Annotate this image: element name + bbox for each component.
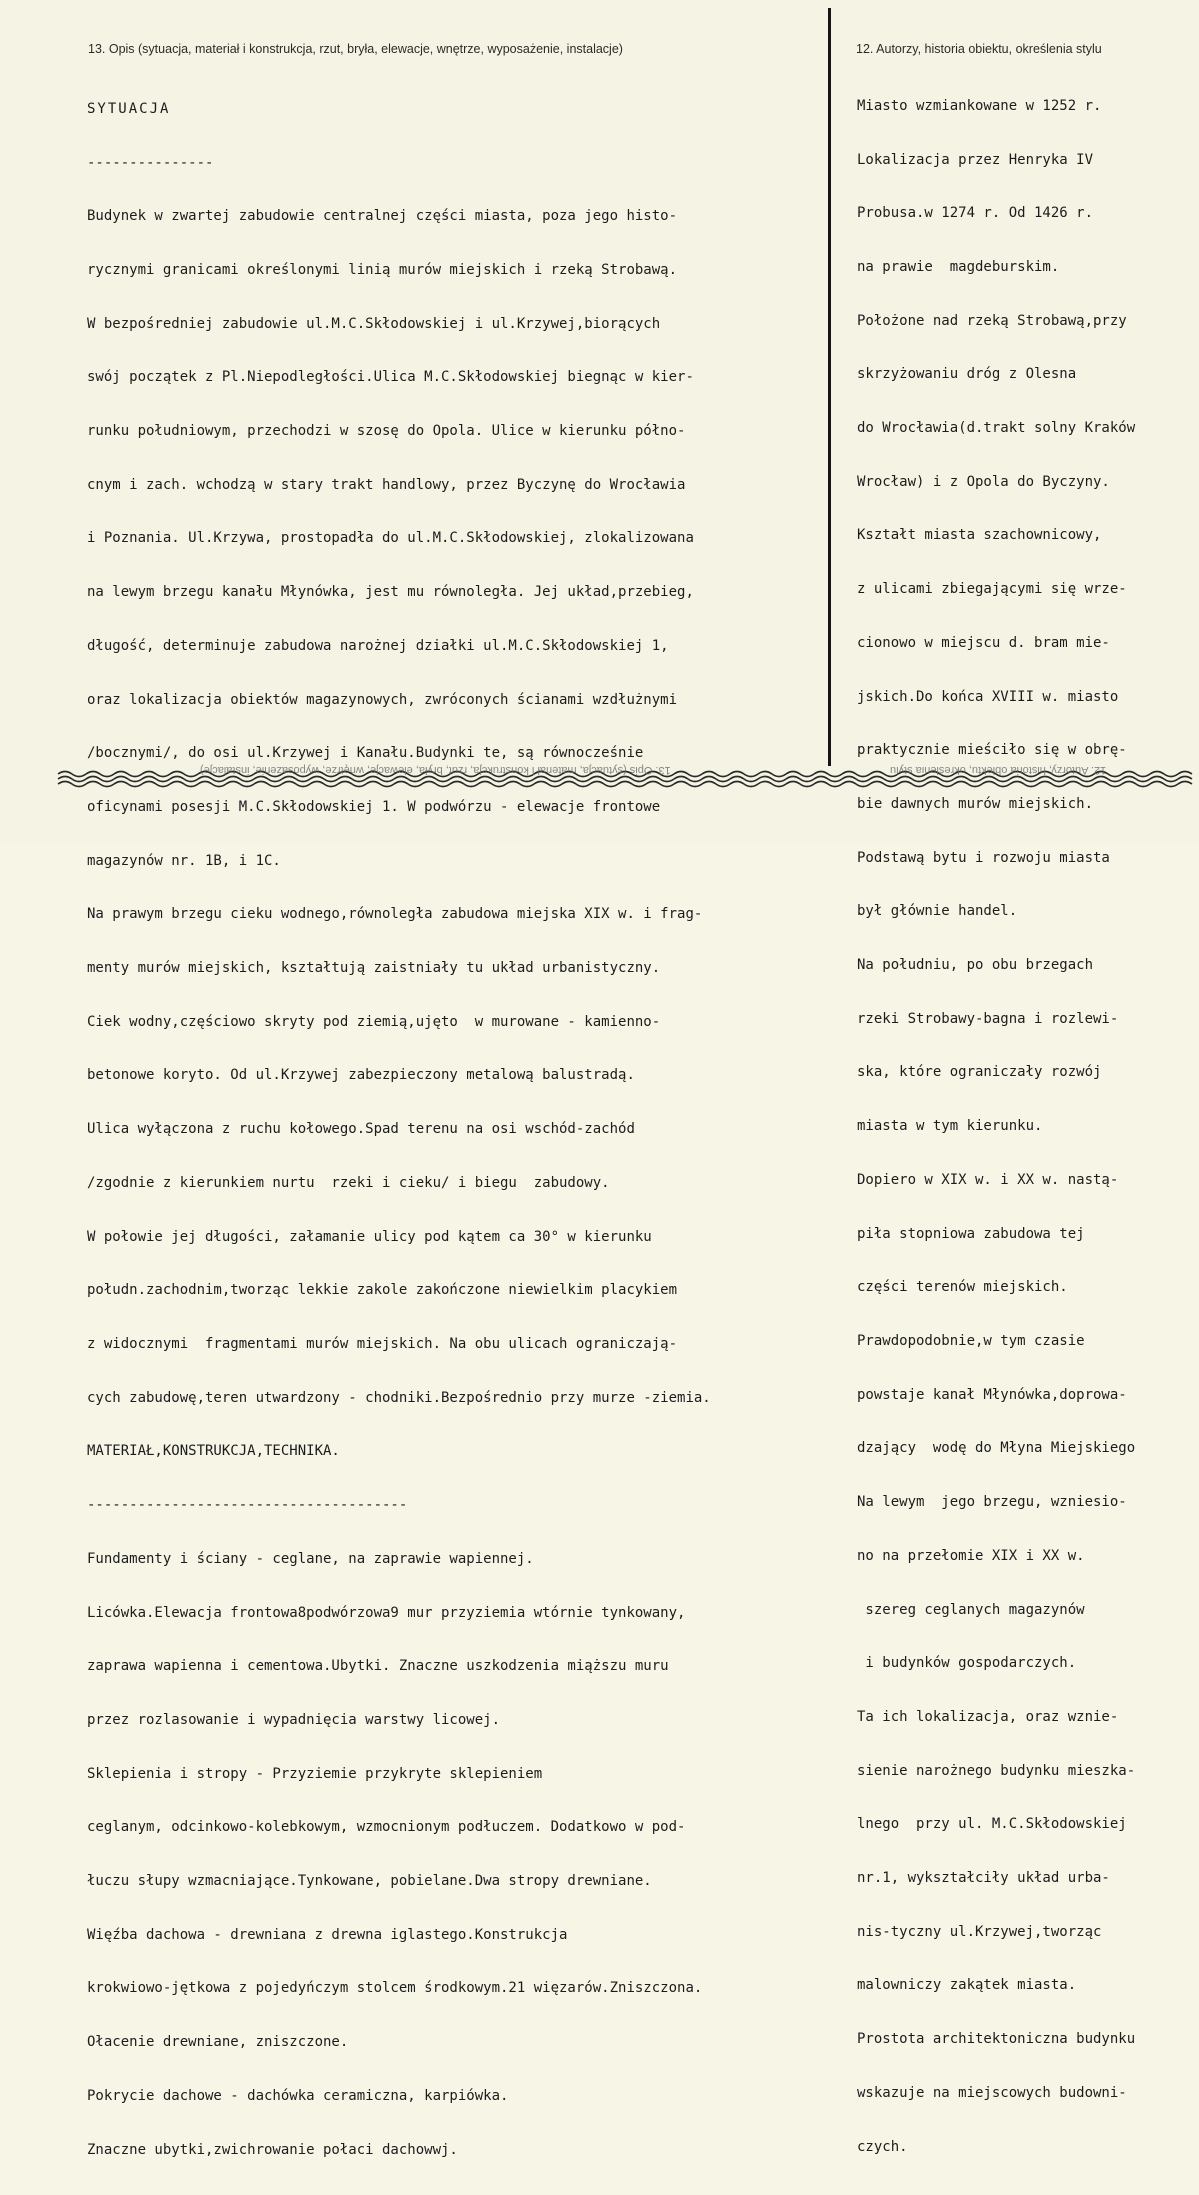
text-line: łuczu słupy wzmacniające.Tynkowane, pobielane.Dwa stropy drewniane. xyxy=(87,1873,652,1890)
column-divider xyxy=(828,8,831,766)
text-line: swój początek z Pl.Niepodległości.Ulica M.C.Skłodowskiej biegnąc w kier- xyxy=(87,369,694,386)
text-line: Fundamenty i ściany - ceglane, na zaprawie wapiennej. xyxy=(87,1550,534,1567)
text-line: no na przełomie XIX i XX w. xyxy=(857,1547,1085,1564)
text-line: piła stopniowa zabudowa tej xyxy=(857,1225,1085,1242)
text-line: szereg ceglanych magazynów xyxy=(857,1601,1085,1618)
text-line: nr.1, wykształciły układ urba- xyxy=(857,1870,1110,1887)
text-line: ska, które ograniczały rozwój xyxy=(857,1064,1102,1081)
text-line: krokwiowo-jętkowa z pojedyńczym stolcem środkowym.21 więzarów.Zniszczona. xyxy=(87,1980,703,1997)
text-line: miasta w tym kierunku. xyxy=(857,1118,1043,1135)
text-line: rzeki Strobawy-bagna i rozlewi- xyxy=(857,1010,1119,1027)
text-line: był głównie handel. xyxy=(857,903,1018,920)
text-line: Licówka.Elewacja frontowa8podwórzowa9 mur przyziemia wtórnie tynkowany, xyxy=(87,1604,686,1621)
text-line: Pokrycie dachowe - dachówka ceramiczna, karpiówka. xyxy=(87,2087,509,2104)
section-heading-material: MATERIAŁ,KONSTRUKCJA,TECHNIKA. xyxy=(87,1443,340,1460)
text-line: Dopiero w XIX w. i XX w. nastą- xyxy=(857,1171,1119,1188)
text-line: Probusa.w 1274 r. Od 1426 r. xyxy=(857,205,1094,222)
text-line: Znaczne ubytki,zwichrowanie połaci dachowwj. xyxy=(87,2141,458,2158)
text-line: z widocznymi fragmentami murów miejskich. Na obu ulicach ograniczają- xyxy=(87,1335,678,1352)
text-line: /bocznymi/, do osi ul.Krzywej i Kanału.Budynki te, są równocześnie xyxy=(87,745,644,762)
text-line: czych. xyxy=(857,2138,908,2155)
text-line: połudn.zachodnim,tworząc lekkie zakole zakończone niewielkim placykiem xyxy=(87,1282,678,1299)
text-line: Na lewym jego brzegu, wzniesio- xyxy=(857,1494,1127,1511)
text-line: praktycznie mieściło się w obrę- xyxy=(857,742,1127,759)
text-line: rycznymi granicami określonymi linią murów miejskich i rzeką Strobawą. xyxy=(87,261,678,278)
text-line: runku południowym, przechodzi w szosę do Opola. Ulice w kierunku półno- xyxy=(87,423,686,440)
text-line: długość, determinuje zabudowa narożnej działki ul.M.C.Skłodowskiej 1, xyxy=(87,637,669,654)
section-heading-sytuacja: SYTUACJA xyxy=(87,100,171,117)
history-column xyxy=(857,62,1135,2192)
text-line: na lewym brzegu kanału Młynówka, jest mu równoległa. Jej układ,przebieg, xyxy=(87,584,694,601)
text-line: Na południu, po obu brzegach xyxy=(857,957,1094,974)
text-line: Prawdopodobnie,w tym czasie xyxy=(857,1332,1085,1349)
history-header: 12. Autorzy, historia obiektu, określenia stylu xyxy=(856,42,1102,56)
text-line: Na prawym brzegu cieku wodnego,równoległa zabudowa miejska XIX w. i frag- xyxy=(87,906,703,923)
text-line: Ulica wyłączona z ruchu kołowego.Spad terenu na osi wschód-zachód xyxy=(87,1121,635,1138)
text-line: na prawie magdeburskim. xyxy=(857,258,1060,275)
text-line: do Wrocławia(d.trakt solny Kraków xyxy=(857,420,1136,437)
text-line: skrzyżowaniu dróg z Olesna xyxy=(857,366,1077,383)
text-line: cych zabudowę,teren utwardzony - chodniki.Bezpośrednio przy murze -ziemia. xyxy=(87,1389,711,1406)
heading-underline: --------------- xyxy=(87,154,214,171)
text-line: Budynek w zwartej zabudowie centralnej części miasta, poza jego histo- xyxy=(87,208,678,225)
text-line: jskich.Do końca XVIII w. miasto xyxy=(857,688,1119,705)
text-line: z ulicami zbiegającymi się wrze- xyxy=(857,581,1127,598)
text-line: /zgodnie z kierunkiem nurtu rzeki i cieku/ i biegu zabudowy. xyxy=(87,1174,610,1191)
text-line: W połowie jej długości, załamanie ulicy pod kątem ca 30° w kierunku xyxy=(87,1228,652,1245)
text-line: oficynami posesji M.C.Skłodowskiej 1. W podwórzu - elewacje frontowe xyxy=(87,798,661,815)
text-line: lnego przy ul. M.C.Skłodowskiej xyxy=(857,1816,1127,1833)
bleedthrough-text-left: 13. Opis (sytuacja, materiał i konstrukcja, rzut, bryła, elewacje, wnętrze, wyposażenie, instalacje) xyxy=(200,764,671,776)
description-column xyxy=(87,65,711,2195)
text-line: Ołacenie drewniane, zniszczone. xyxy=(87,2034,349,2051)
text-line: sienie narożnego budynku mieszka- xyxy=(857,1762,1136,1779)
text-line: i budynków gospodarczych. xyxy=(857,1655,1077,1672)
text-line: menty murów miejskich, kształtują zaistniały tu układ urbanistyczny. xyxy=(87,960,661,977)
text-line: zaprawa wapienna i cementowa.Ubytki. Znaczne uszkodzenia miąższu muru xyxy=(87,1658,669,1675)
text-line: Lokalizacja przez Henryka IV xyxy=(857,151,1094,168)
text-line: Prostota architektoniczna budynku xyxy=(857,2031,1136,2048)
text-line: wskazuje na miejscowych budowni- xyxy=(857,2084,1127,2101)
description-header: 13. Opis (sytuacja, materiał i konstrukcja, rzut, bryła, elewacje, wnętrze, wyposażenie, instalacje) xyxy=(88,42,623,56)
heading-underline: -------------------------------------- xyxy=(87,1497,408,1514)
text-line: cionowo w miejscu d. bram mie- xyxy=(857,634,1110,651)
text-line: ceglanym, odcinkowo-kolebkowym, wzmocnionym podłuczem. Dodatkowo w pod- xyxy=(87,1819,686,1836)
text-line: i Poznania. Ul.Krzywa, prostopadła do ul.M.C.Skłodowskiej, zlokalizowana xyxy=(87,530,694,547)
text-line: W bezpośredniej zabudowie ul.M.C.Skłodowskiej i ul.Krzywej,biorących xyxy=(87,315,661,332)
text-line: Położone nad rzeką Strobawą,przy xyxy=(857,312,1127,329)
text-line: Podstawą bytu i rozwoju miasta xyxy=(857,849,1110,866)
text-line: części terenów miejskich. xyxy=(857,1279,1068,1296)
text-line: Miasto wzmiankowane w 1252 r. xyxy=(857,97,1102,114)
text-line: przez rozlasowanie i wypadnięcia warstwy licowej. xyxy=(87,1711,501,1728)
bleedthrough-text-right: 12. Autorzy, historia obiektu, określenia stylu xyxy=(890,764,1107,776)
text-line: Sklepienia i stropy - Przyziemie przykryte sklepieniem xyxy=(87,1765,543,1782)
text-line: magazynów nr. 1B, i 1C. xyxy=(87,852,281,869)
text-line: betonowe koryto. Od ul.Krzywej zabezpieczony metalową balustradą. xyxy=(87,1067,635,1084)
text-line: Ta ich lokalizacja, oraz wznie- xyxy=(857,1708,1119,1725)
text-line: malowniczy zakątek miasta. xyxy=(857,1977,1077,1994)
text-line: Kształt miasta szachownicowy, xyxy=(857,527,1102,544)
text-line: Więźba dachowa - drewniana z drewna iglastego.Konstrukcja xyxy=(87,1926,568,1943)
text-line: dzający wodę do Młyna Miejskiego xyxy=(857,1440,1136,1457)
text-line: Ciek wodny,częściowo skryty pod ziemią,ujęto w murowane - kamienno- xyxy=(87,1013,661,1030)
text-line: nis-tyczny ul.Krzywej,tworząc xyxy=(857,1923,1102,1940)
text-line: oraz lokalizacja obiektów magazynowych, zwróconych ścianami wzdłużnymi xyxy=(87,691,678,708)
text-line: Wrocław) i z Opola do Byczyny. xyxy=(857,473,1110,490)
text-line: bie dawnych murów miejskich. xyxy=(857,795,1094,812)
text-line: cnym i zach. wchodzą w stary trakt handlowy, przez Byczynę do Wrocławia xyxy=(87,476,686,493)
text-line: powstaje kanał Młynówka,doprowa- xyxy=(857,1386,1127,1403)
